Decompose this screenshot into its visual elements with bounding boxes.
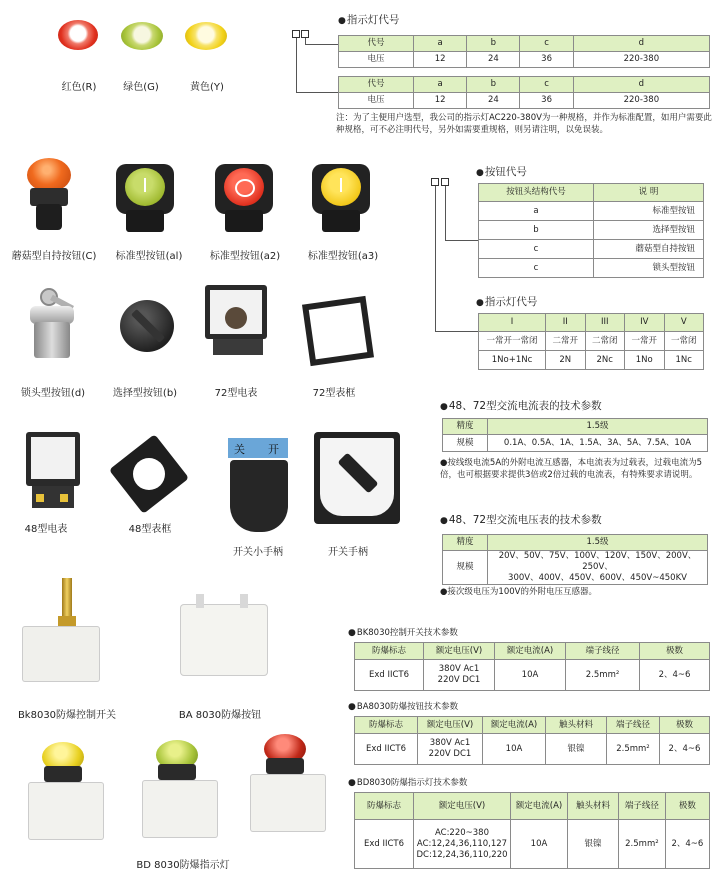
bk8030-spec-table: 防爆标志 额定电压(V) 额定电流(A) 端子线径 极数 Exd IICT6 380V Ac1 220V DC1 10A 2.5mm² 2、4~6: [354, 642, 710, 691]
voltmeter-spec-table: 精度 1.5级 规模 20V、50V、75V、100V、120V、150V、200V、250V、 300V、400V、450V、600V、450V~450KV: [442, 534, 708, 585]
bracket-line: [435, 186, 436, 332]
indicator-code-table-1: 代号 a b c d 电压 12 24 36 220-380: [338, 35, 710, 68]
bk8030-switch-image: [18, 578, 102, 690]
mushroom-button-label: 蘑菇型自持按钮(C): [11, 251, 97, 262]
meter-72-image: [205, 285, 271, 357]
bracket-line: [305, 44, 338, 45]
meter-48-label: 48型电表: [24, 524, 68, 535]
switch-off-label: 关: [234, 443, 245, 456]
standard-button-a3-label: 标准型按钮(a3): [307, 251, 379, 262]
indicator-lens-yellow: [185, 22, 227, 52]
meter-72-label: 72型电表: [214, 388, 258, 399]
bk8030-caption: Bk8030防爆控制开关: [17, 710, 117, 721]
bracket-line: [296, 92, 338, 93]
voltmeter-range-line-2: 300V、400V、450V、600V、450V~450KV: [508, 573, 687, 583]
small-switch-handle-label: 开关小手柄: [233, 547, 283, 558]
switch-handle-label: 开关手柄: [328, 547, 368, 558]
indicator-code2-title: ●指示灯代号: [476, 296, 538, 308]
indicator-lens-green: [121, 22, 163, 52]
meter-48-image: [26, 432, 84, 512]
standard-button-a2-label: 标准型按钮(a2): [209, 251, 281, 262]
bracket-line: [296, 38, 297, 92]
meter-frame-72-image: [302, 294, 368, 358]
ammeter-spec-title: ●48、72型交流电流表的技术参数: [440, 400, 602, 412]
selector-button-image: [118, 300, 178, 360]
switch-on-label: 开: [268, 443, 279, 456]
indicator-lens-red: [58, 20, 98, 52]
code-box: [292, 30, 300, 38]
code-box: [441, 178, 449, 186]
bracket-line: [435, 331, 478, 332]
button-code-table: 按钮头结构代号 说 明 a 标准型按钮 b 选择型按钮 c 蘑菇型自持按钮 c 锁头型按钮: [478, 183, 704, 278]
bk8030-spec-title: ●BK8030控制开关技术参数: [348, 628, 458, 638]
key-lock-button-image: [26, 288, 86, 362]
code-box: [301, 30, 309, 38]
voltmeter-spec-title: ●48、72型交流电压表的技术参数: [440, 514, 602, 526]
bracket-line: [445, 240, 478, 241]
indicator-code-title: ●指示灯代号: [338, 14, 400, 26]
standard-button-green-image: [116, 160, 174, 232]
ba8030-button-image: [176, 594, 272, 686]
indicator-color-green-label: 绿色(G): [123, 82, 159, 93]
indicator-color-yellow-label: 黄色(Y): [190, 82, 224, 93]
bd8030-lamp-green-image: [140, 740, 220, 840]
mushroom-button-image: [22, 158, 76, 232]
voltmeter-note: ●接次级电压为100V的外附电压互感器。: [440, 587, 597, 597]
standard-button-a1-label: 标准型按钮(al): [115, 251, 183, 262]
ba8030-caption: BA 8030防爆按钮: [178, 710, 262, 721]
key-lock-button-label: 锁头型按钮(d): [20, 388, 86, 399]
indicator-code-note: 注：为了主便用户选型，我公司的指示灯AC220-380V为一种规格，并作为标准配置，如用户需要此种规格，可不必注明代号，另外如需要重规格，则另请注明，以免误装。: [336, 113, 712, 135]
bd8030-spec-title: ●BD8030防爆指示灯技术参数: [348, 778, 468, 788]
indicator-color-red-label: 红色(R): [61, 82, 97, 93]
standard-button-yellow-image: [312, 160, 370, 232]
standard-button-red-image: [215, 160, 273, 232]
meter-frame-48-image: [114, 440, 186, 510]
button-code-title: ●按钮代号: [476, 166, 527, 178]
meter-frame-72-label: 72型表框: [312, 388, 356, 399]
bd8030-lamp-red-image: [246, 734, 330, 834]
indicator-code-table-2: 代号 a b c d 电压 12 24 36 220-380: [338, 76, 710, 109]
bd8030-caption: BD 8030防爆指示灯: [136, 860, 230, 871]
meter-frame-48-label: 48型表框: [128, 524, 172, 535]
ba8030-spec-title: ●BA8030防爆按钮技术参数: [348, 702, 459, 712]
ammeter-note: ●按线级电流5A的外附电流互感器，本电流表为过载表，过载电流为5倍，也可根据要求提供3倍或2倍过载的电流表，有特殊要求请说明。: [440, 458, 703, 480]
code-box: [431, 178, 439, 186]
bd8030-spec-table: 防爆标志 额定电压(V) 额定电流(A) 触头材料 端子线径 极数 Exd IICT6 AC:220~380 AC:12,24,36,110,127 DC:12,24,36,110,220 10A 银镍 2.5mm² 2、4~6: [354, 792, 710, 869]
bd8030-lamp-yellow-image: [26, 742, 106, 842]
bracket-line: [445, 186, 446, 240]
voltmeter-range-line-1: 20V、50V、75V、100V、120V、150V、200V、250V、: [498, 551, 697, 572]
ba8030-spec-table: 防爆标志 额定电压(V) 额定电流(A) 触头材料 端子线径 极数 Exd IICT6 380V Ac1 220V DC1 10A 银镍 2.5mm² 2、4~6: [354, 716, 710, 765]
small-switch-handle-image: [228, 438, 290, 534]
switch-handle-image: [314, 432, 404, 528]
ammeter-spec-table: 精度 1.5级 规模 0.1A、0.5A、1A、1.5A、3A、5A、7.5A、10A: [442, 418, 708, 452]
indicator-code2-table: I II III IV V 一常开一常闭 二常开 二常闭 一常开 一常闭 1No+1Nc 2N 2Nc 1No 1Nc: [478, 313, 704, 370]
selector-button-label: 选择型按钮(b): [112, 388, 178, 399]
